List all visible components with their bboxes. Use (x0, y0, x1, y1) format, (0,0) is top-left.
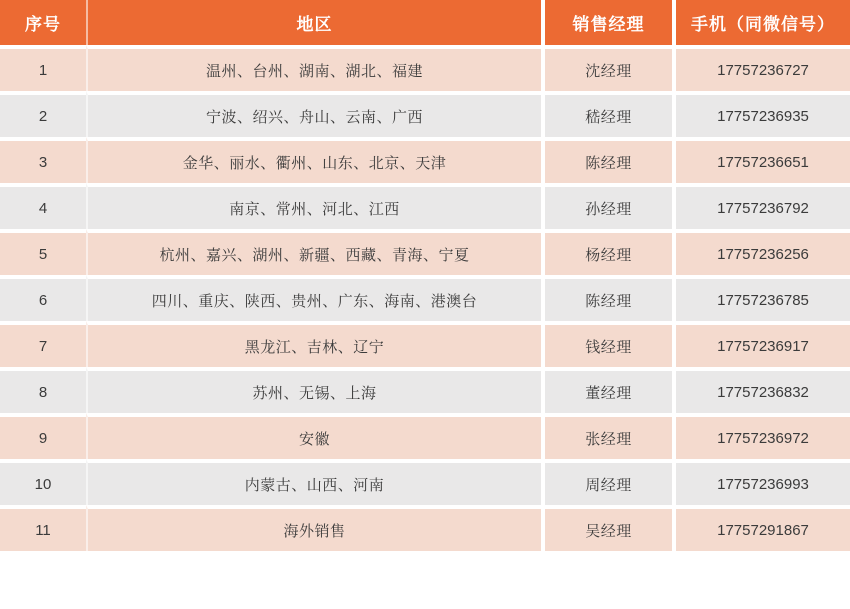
table-row (0, 229, 850, 275)
cell-phone: 17757236792 (672, 183, 850, 229)
header-region: 地区 (86, 0, 541, 45)
cell-index: 11 (0, 505, 86, 551)
cell-index: 10 (0, 459, 86, 505)
table-body (0, 45, 850, 551)
header-index: 序号 (0, 0, 86, 45)
cell-manager: 周经理 (541, 459, 672, 505)
cell-phone: 17757236727 (672, 45, 850, 91)
cell-region: 杭州、嘉兴、湖州、新疆、西藏、青海、宁夏 (86, 229, 541, 275)
cell-manager: 孙经理 (541, 183, 672, 229)
cell-index: 1 (0, 45, 86, 91)
cell-index: 3 (0, 137, 86, 183)
cell-region: 内蒙古、山西、河南 (86, 459, 541, 505)
table-row (0, 321, 850, 367)
cell-region: 安徽 (86, 413, 541, 459)
cell-manager: 张经理 (541, 413, 672, 459)
cell-manager: 沈经理 (541, 45, 672, 91)
cell-manager: 陈经理 (541, 137, 672, 183)
cell-index: 9 (0, 413, 86, 459)
table-row (0, 183, 850, 229)
table-row (0, 413, 850, 459)
cell-index: 2 (0, 91, 86, 137)
table-row (0, 137, 850, 183)
table-row (0, 367, 850, 413)
cell-region: 四川、重庆、陕西、贵州、广东、海南、港澳台 (86, 275, 541, 321)
table-row (0, 505, 850, 551)
cell-index: 5 (0, 229, 86, 275)
cell-region: 宁波、绍兴、舟山、云南、广西 (86, 91, 541, 137)
cell-region: 温州、台州、湖南、湖北、福建 (86, 45, 541, 91)
cell-phone: 17757236832 (672, 367, 850, 413)
cell-index: 8 (0, 367, 86, 413)
table-row (0, 91, 850, 137)
cell-region: 海外销售 (86, 505, 541, 551)
cell-phone: 17757236972 (672, 413, 850, 459)
cell-manager: 吴经理 (541, 505, 672, 551)
table-header (0, 0, 850, 45)
cell-manager: 钱经理 (541, 321, 672, 367)
cell-phone: 17757236785 (672, 275, 850, 321)
cell-manager: 杨经理 (541, 229, 672, 275)
table-row (0, 45, 850, 91)
cell-region: 苏州、无锡、上海 (86, 367, 541, 413)
header-row (0, 0, 850, 45)
cell-manager: 嵇经理 (541, 91, 672, 137)
cell-region: 金华、丽水、衢州、山东、北京、天津 (86, 137, 541, 183)
cell-manager: 董经理 (541, 367, 672, 413)
cell-region: 南京、常州、河北、江西 (86, 183, 541, 229)
cell-phone: 17757236917 (672, 321, 850, 367)
cell-phone: 17757236256 (672, 229, 850, 275)
cell-phone: 17757236651 (672, 137, 850, 183)
cell-phone: 17757236993 (672, 459, 850, 505)
cell-index: 4 (0, 183, 86, 229)
cell-region: 黑龙江、吉林、辽宁 (86, 321, 541, 367)
header-manager: 销售经理 (541, 0, 672, 45)
cell-phone: 17757291867 (672, 505, 850, 551)
cell-phone: 17757236935 (672, 91, 850, 137)
cell-index: 7 (0, 321, 86, 367)
table-row (0, 275, 850, 321)
header-phone: 手机（同微信号） (672, 0, 850, 45)
cell-index: 6 (0, 275, 86, 321)
table-row (0, 459, 850, 505)
cell-manager: 陈经理 (541, 275, 672, 321)
